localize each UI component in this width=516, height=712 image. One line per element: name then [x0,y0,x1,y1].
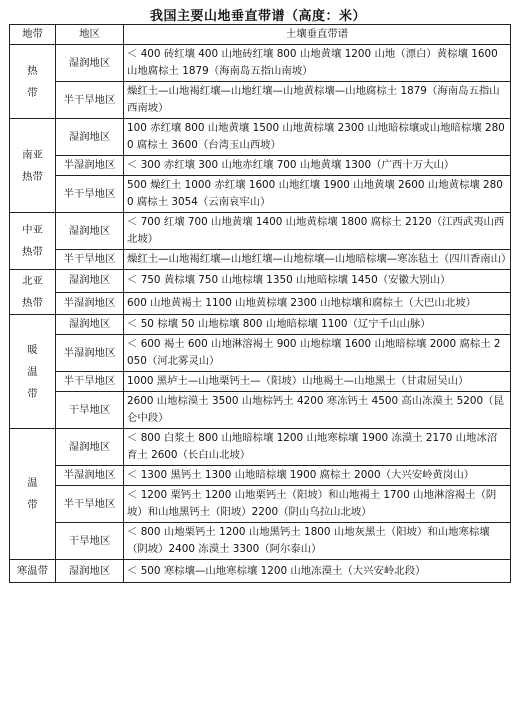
table-row [10,82,511,119]
spectrum-cell: ＜ 750 黄棕壤 750 山地棕壤 1350 山地暗棕壤 1450（安徽大别山） [124,270,511,293]
spectrum-cell: ＜ 300 赤红壤 300 山地赤红壤 700 山地黄壤 1300（广西十万大山） [124,156,511,176]
spectrum-cell: 燥红土—山地褐红壤—山地红壤—山地黄棕壤—山地腐棕土 1879（海南岛五指山西南坡） [124,82,511,119]
table-row [10,466,511,486]
region-cell: 干旱地区 [56,392,124,429]
spectrum-cell: ＜ 500 寒棕壤—山地寒棕壤 1200 山地冻漠土（大兴安岭北段） [124,560,511,583]
zone-label: 带 [27,499,38,511]
zone-label: 热 [27,64,38,77]
header-row [10,25,511,45]
spectrum-cell: ＜ 600 褐土 600 山地淋溶褐土 900 山地棕壤 1600 山地暗棕壤 2000 腐棕土 2050（河北雾灵山） [124,335,511,372]
soil-spectrum-table [9,24,511,583]
zone-cell-south-subtropical [10,119,56,213]
zone-label: 热带 [22,246,43,258]
region-cell: 半湿润地区 [56,335,124,372]
zone-cell-north-subtropical [10,270,56,315]
region-cell: 湿润地区 [56,270,124,293]
zone-label: 热带 [22,297,43,309]
spectrum-cell: ＜ 50 棕壤 50 山地棕壤 800 山地暗棕壤 1100（辽宁千山山脉） [124,315,511,335]
region-cell: 干旱地区 [56,523,124,560]
zone-label: 带 [27,86,38,99]
region-cell: 半干旱地区 [56,250,124,270]
table-row [10,119,511,156]
region-cell: 半干旱地区 [56,372,124,392]
spectrum-cell: ＜ 1300 黑钙土 1300 山地暗棕壤 1900 腐棕土 2000（大兴安岭黄岗山） [124,466,511,486]
zone-label: 暖 [27,343,38,356]
region-cell: 半干旱地区 [56,82,124,119]
zone-label: 南亚 [22,148,43,161]
table-row [10,315,511,335]
spectrum-cell: 2600 山地棕漠土 3500 山地棕钙土 4200 寒冻钙土 4500 高山冻漠土 5200（昆仑中段） [124,392,511,429]
zone-cell-cold-temperate [10,560,56,583]
region-cell: 湿润地区 [56,119,124,156]
header-spectrum: 土壤垂直带谱 [124,25,511,45]
region-cell: 湿润地区 [56,45,124,82]
table-row [10,335,511,372]
region-cell: 湿润地区 [56,315,124,335]
spectrum-cell: ＜ 700 红壤 700 山地黄壤 1400 山地黄棕壤 1800 腐棕土 2120（江西武夷山西北坡） [124,213,511,250]
spectrum-cell: 100 赤红壤 800 山地黄壤 1500 山地黄棕壤 2300 山地暗棕壤或山地暗棕壤 2800 腐棕土 3600（台湾玉山西坡） [124,119,511,156]
table-row [10,270,511,293]
zone-cell-tropical [10,45,56,119]
header-region: 地区 [56,25,124,45]
table-row [10,372,511,392]
spectrum-cell: ＜ 800 山地栗钙土 1200 山地黑钙土 1800 山地灰黑土（阳坡）和山地寒棕壤（阴坡）2400 冻漠土 3300（阿尔泰山） [124,523,511,560]
table-row [10,176,511,213]
region-cell: 半干旱地区 [56,486,124,523]
region-cell: 半湿润地区 [56,466,124,486]
table-row [10,523,511,560]
region-cell: 湿润地区 [56,560,124,583]
table-row [10,213,511,250]
region-cell: 半湿润地区 [56,156,124,176]
zone-label: 温 [27,477,38,489]
spectrum-cell: 600 山地黄褐土 1100 山地黄棕壤 2300 山地棕壤和腐棕土（大巴山北坡） [124,292,511,315]
region-cell: 半干旱地区 [56,176,124,213]
zone-cell-mid-subtropical [10,213,56,270]
zone-label: 温 [27,365,38,378]
table-row [10,292,511,315]
spectrum-cell: ＜ 1200 栗钙土 1200 山地栗钙土（阳坡）和山地褐土 1700 山地淋溶褐土（阴坡）和山地黑钙土（阳坡）2200（阴山乌拉山北坡） [124,486,511,523]
table-row [10,250,511,270]
spectrum-cell: 500 燥红土 1000 赤红壤 1600 山地红壤 1900 山地黄壤 2600 山地黄棕壤 2800 腐棕土 3054（云南哀牢山） [124,176,511,213]
table-row [10,486,511,523]
table-title: 我国主要山地垂直带谱（高度：米） [149,9,366,24]
zone-label: 带 [27,387,38,400]
zone-cell-temperate [10,429,56,560]
zone-label: 寒温带 [16,565,49,577]
zone-cell-warm-temperate [10,315,56,429]
table-row [10,392,511,429]
spectrum-cell: ＜ 800 白浆土 800 山地暗棕壤 1200 山地寒棕壤 1900 冻漠土 2170 山地冰沼育土 2600（长白山北坡） [124,429,511,466]
region-cell: 湿润地区 [56,429,124,466]
region-cell: 半湿润地区 [56,292,124,315]
spectrum-cell: 燥红土—山地褐红壤—山地红壤—山地棕壤—山地暗棕壤—寒冻毡土（四川香南山） [124,250,511,270]
table-row [10,45,511,82]
spectrum-cell: ＜ 400 砖红壤 400 山地砖红壤 800 山地黄壤 1200 山地（漂白）黄棕壤 1600 山地腐棕土 1879（海南岛五指山南坡） [124,45,511,82]
zone-label: 热带 [22,170,43,183]
zone-label: 北亚 [22,275,43,287]
table-row [10,560,511,583]
table-row [10,156,511,176]
zone-label: 中亚 [22,224,43,236]
header-zone: 地带 [10,25,56,45]
region-cell: 湿润地区 [56,213,124,250]
spectrum-cell: 1000 黑垆土—山地栗钙土—（阳坡）山地褐土—山地黑土（甘肃屈吴山） [124,372,511,392]
table-row [10,429,511,466]
